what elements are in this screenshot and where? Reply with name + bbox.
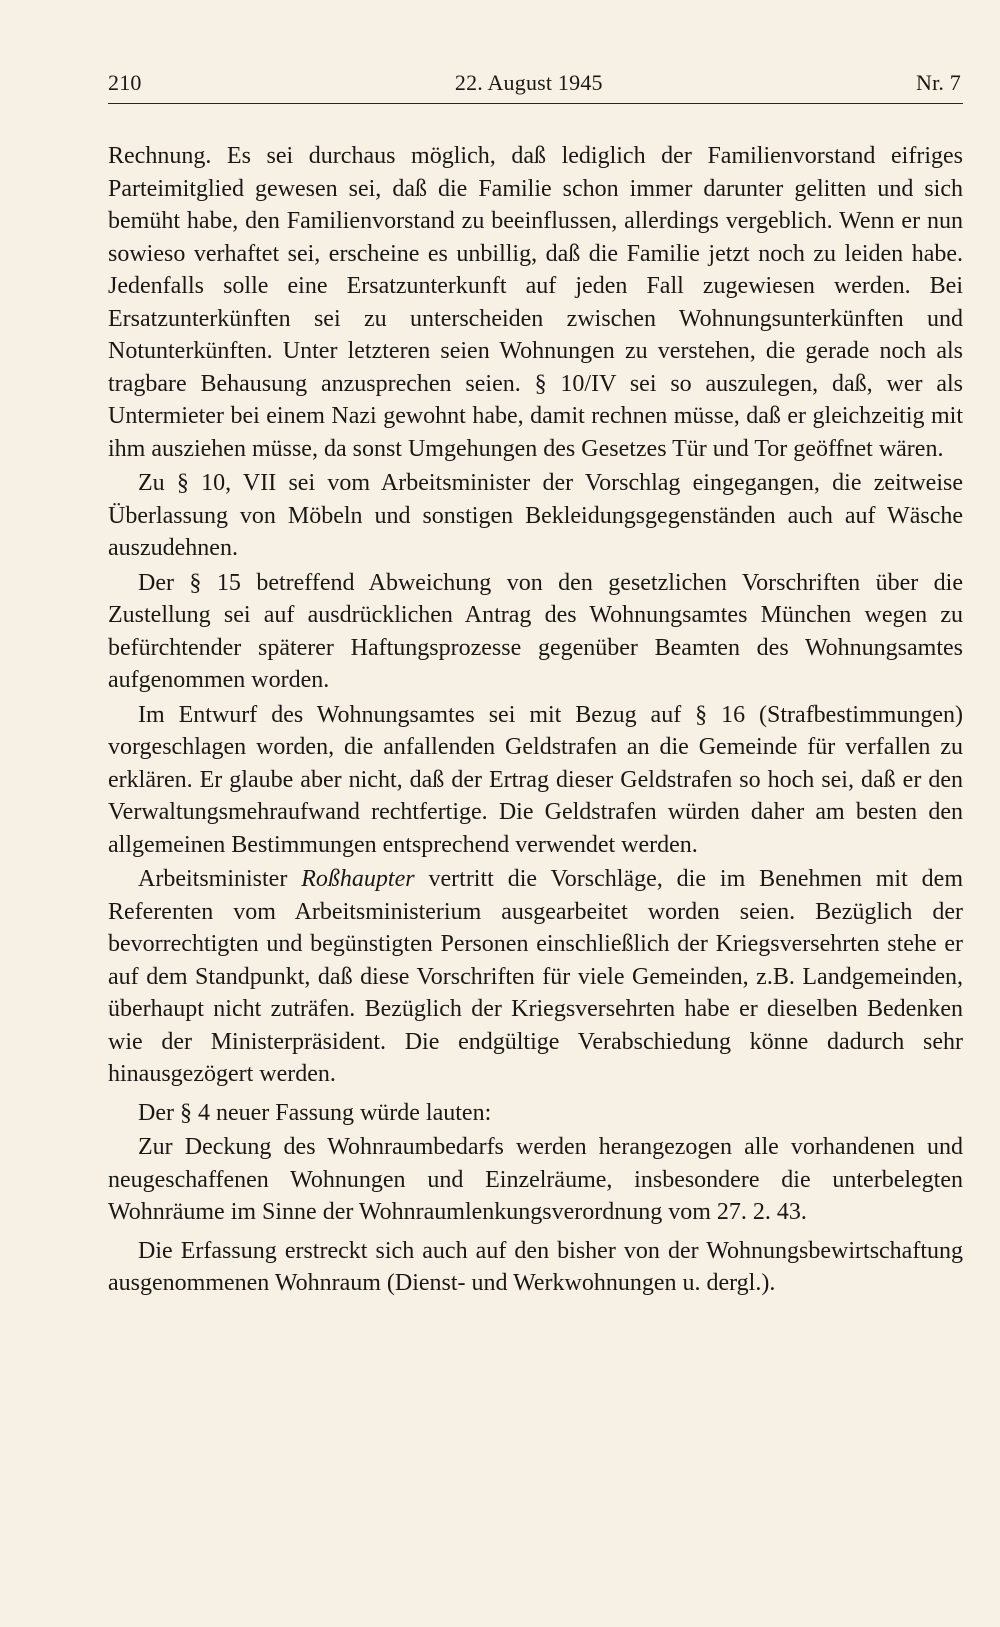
paragraph-para4-text: Zur Deckung des Wohnraumbedarfs werden herangezogen alle vorhandenen und neugeschaffenen Wohnungen und Einzelräume, insbesondere die unterbelegten Wohnräume im Sinne der Wohnraumlenkungsverordnung vom 27. 2. 43. <box>108 1134 963 1225</box>
header-date: 22. August 1945 <box>454 70 603 95</box>
paragraph-para4-intro: Der § 4 neuer Fassung würde lauten: <box>138 1099 492 1126</box>
paragraph-zustellung: Der § 15 betreffend Abweichung von den gesetzlichen Vorschriften über die Zustellung sei auf ausdrücklichen Antrag des Wohnungsamtes München wegen zu befürchtender späterer Haftungsprozesse gegenüber Beamten des Wohnungsamtes aufgenommen worden. <box>108 569 963 693</box>
paragraph-rosshaupter-text: vertritt die Vorschläge, die im Benehmen mit dem Referenten vom Arbeitsministerium ausgearbeitet worden seien. Bezüglich der bevorrechtigten und begünstigten Personen einschließlich der Kriegsversehrten stehe er auf dem Standpunkt, daß diese Vorschriften für viele Gemeinden, z.B. Landgemeinden, überhaupt nicht zuträfen. Bezüglich der Kriegsversehrten habe er dieselben Bedenken wie der Ministerpräsident. Die endgültige Verabschiedung könne dadurch sehr hinausgezögert werden. <box>108 866 963 1087</box>
speaker-name: Roßhaupter <box>301 866 415 892</box>
page-number: 210 <box>108 70 142 95</box>
paragraph-continuation: Rechnung. Es sei durchaus möglich, daß lediglich der Familienvorstand eifriges Parteimitglied gewesen sei, daß die Familie schon immer darunter gelitten und sich bemüht habe, den Familienvorstand zu beeinflussen, allerdings vergeblich. Wenn er nun sowieso verhaftet sei, erscheine es unbillig, daß die Familie jetzt noch zu leiden habe. Jedenfalls solle eine Ersatzunterkunft auf jeden Fall zugewiesen werden. Bei Ersatzunterkünften sei zu unterscheiden zwischen Wohnungsunterkünften und Notunterkünften. Unter letzteren seien Wohnungen zu verstehen, die gerade noch als tragbare Behausung anzusprechen seien. § 10/IV sei so auszulegen, daß, wer als Untermieter bei einem Nazi gewohnt habe, damit rechnen müsse, daß er gleichzeitig mit ihm ausziehen müsse, da sonst Umgehungen des Gesetzes Tür und Tor geöffnet wären. <box>108 143 963 462</box>
body-text <box>108 140 963 1300</box>
paragraph-strafbestimmungen: Im Entwurf des Wohnungsamtes sei mit Bezug auf § 16 (Strafbestimmungen) vorgeschlagen worden, die anfallenden Geldstrafen an die Gemeinde für verfallen zu erklären. Er glaube aber nicht, daß der Ertrag dieser Geldstrafen so hoch sei, daß er den Verwaltungsmehraufwand rechtfertige. Die Geldstrafen würden daher am besten den allgemeinen Bestimmungen entsprechend verwendet werden. <box>108 701 963 858</box>
running-header <box>108 72 963 104</box>
paragraph-rosshaupter <box>108 863 963 1091</box>
paragraph-moebel-waesche: Zu § 10, VII sei vom Arbeitsminister der Vorschlag eingegangen, die zeitweise Überlassung von Möbeln und sonstigen Bekleidungsgegenständen auch auf Wäsche auszudehnen. <box>108 470 963 561</box>
document-page <box>108 72 963 1300</box>
paragraph-erfassung: Die Erfassung erstreckt sich auch auf den bisher von der Wohnungsbewirtschaftung ausgenommenen Wohnraum (Dienst- und Werkwohnungen u. dergl.). <box>108 1237 963 1296</box>
paragraph-rosshaupter-prefix: Arbeitsminister <box>138 866 302 892</box>
document-number: Nr. 7 <box>916 70 961 95</box>
